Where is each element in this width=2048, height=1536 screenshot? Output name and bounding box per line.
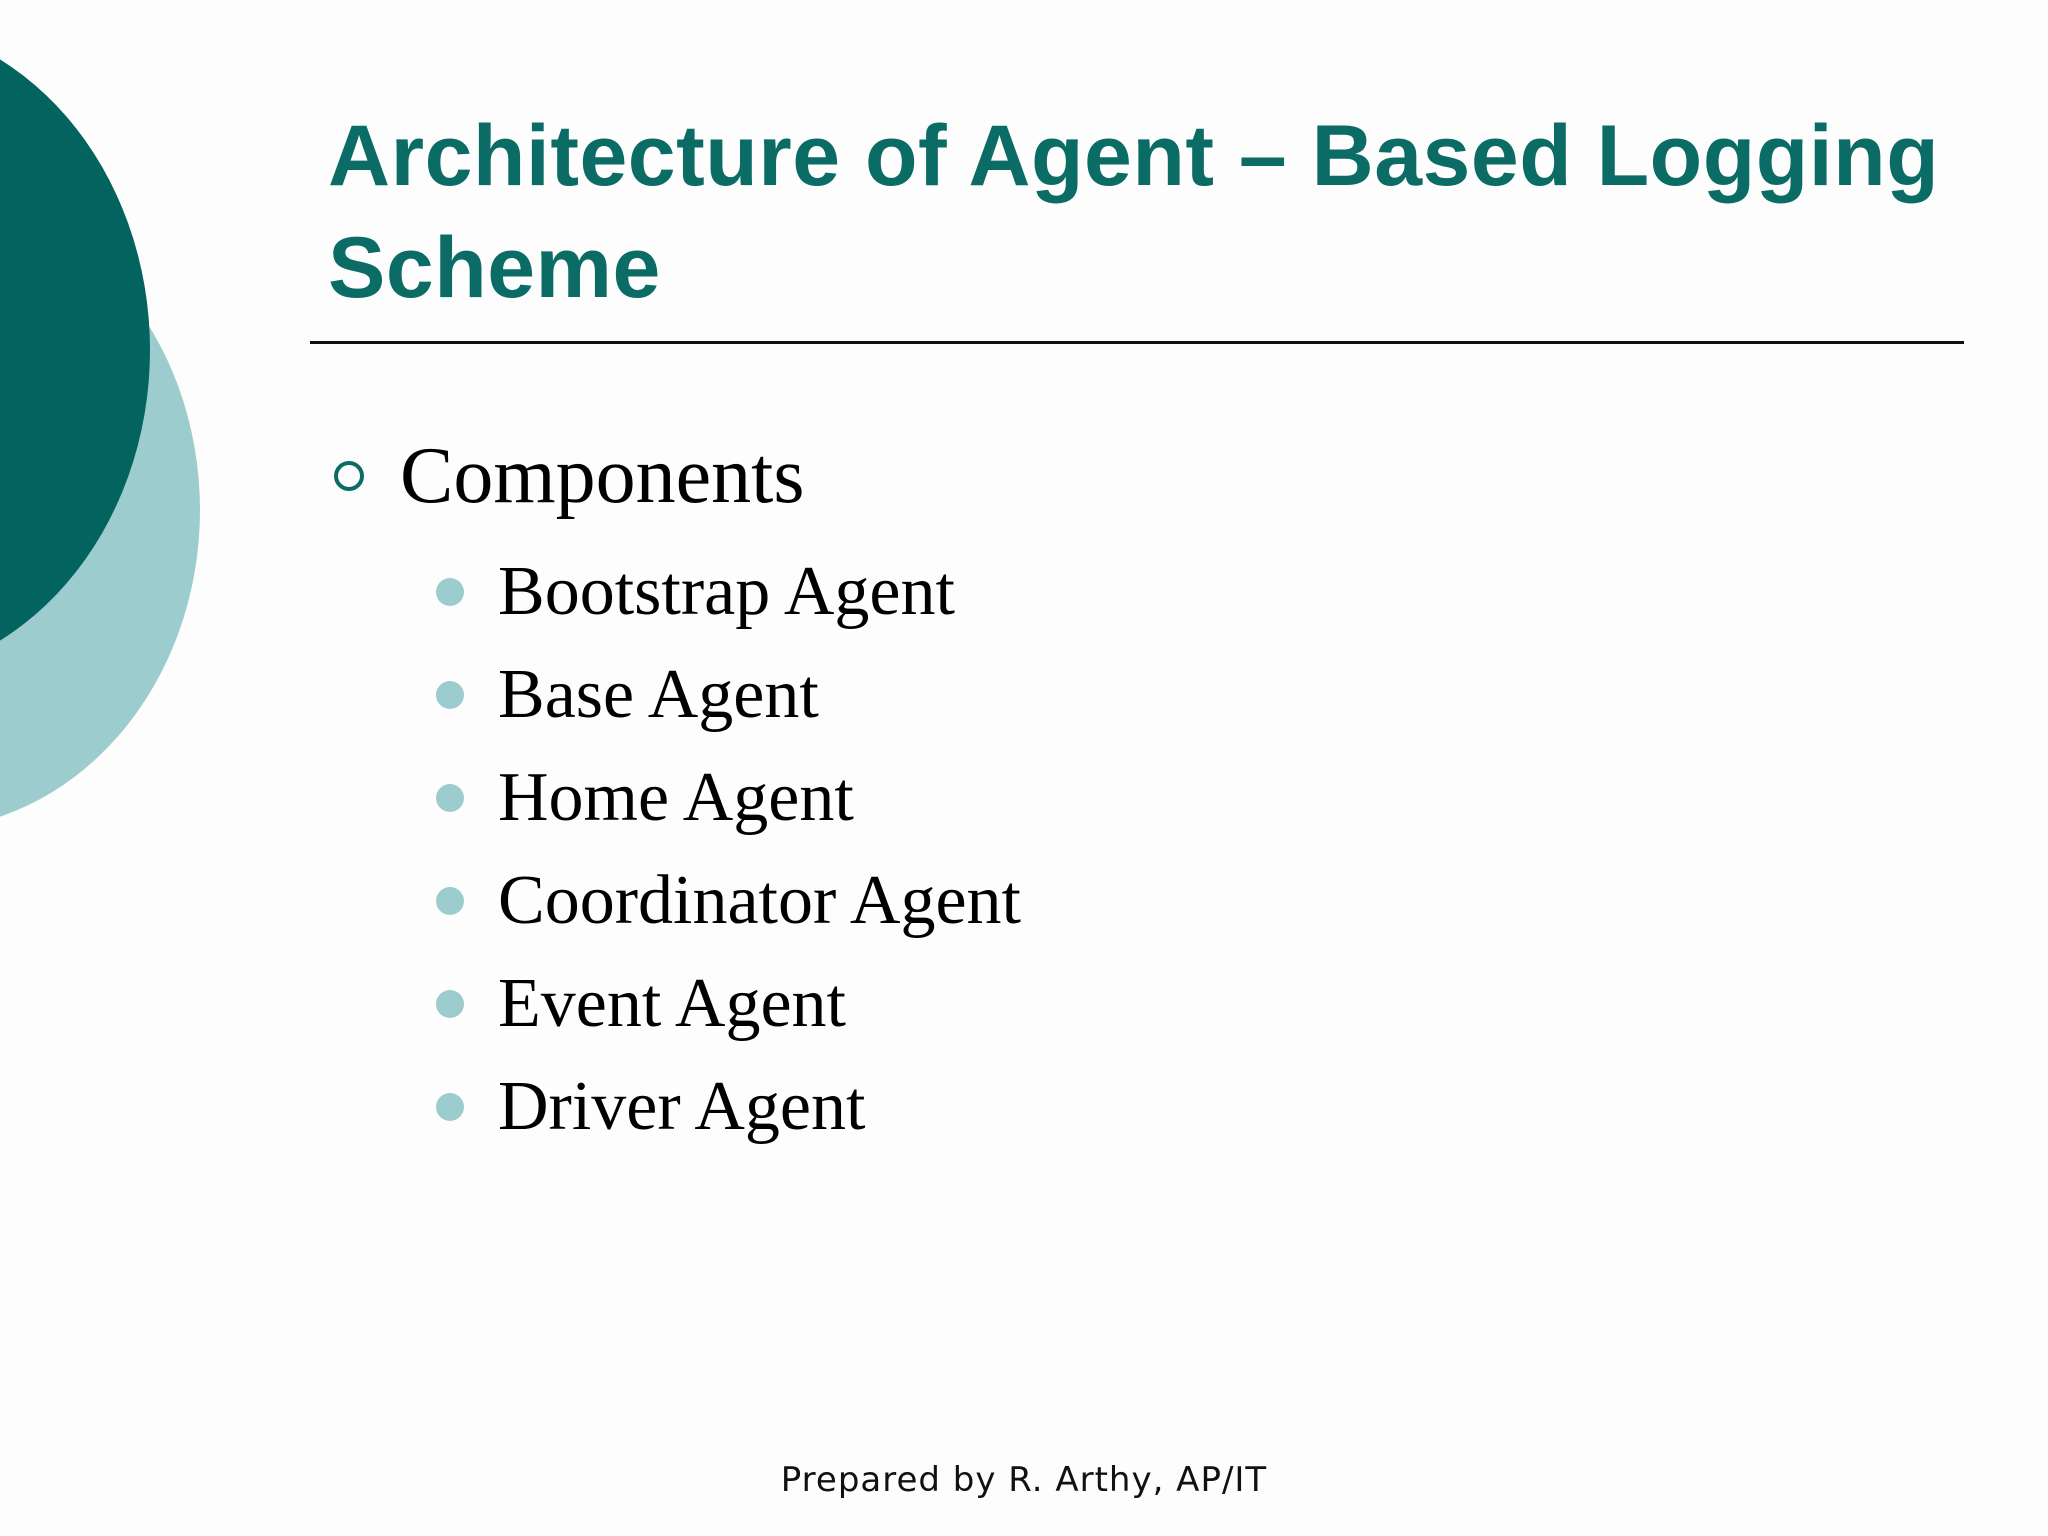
filled-circle-icon [436,1093,464,1121]
list-item [436,746,1021,849]
slide-title: Architecture of Agent – Based Logging Scheme [328,108,1940,316]
slide-footer: Prepared by R. Arthy, AP/IT [780,1460,1268,1500]
bullet-label: Components [400,432,805,520]
title-divider [310,341,1964,344]
list-item-label: Home Agent [498,758,854,836]
hollow-circle-icon [334,461,364,491]
list-item [436,1055,1021,1158]
bullet-components [334,426,804,526]
list-item-label: Coordinator Agent [498,861,1021,939]
filled-circle-icon [436,681,464,709]
list-item-label: Driver Agent [498,1067,866,1145]
filled-circle-icon [436,784,464,812]
list-item [436,952,1021,1055]
filled-circle-icon [436,887,464,915]
list-item-label: Base Agent [498,655,819,733]
list-item [436,643,1021,746]
list-item [436,540,1021,643]
component-list [436,540,1021,1158]
list-item [436,849,1021,952]
filled-circle-icon [436,990,464,1018]
list-item-label: Event Agent [498,964,846,1042]
list-item-label: Bootstrap Agent [498,552,955,630]
filled-circle-icon [436,578,464,606]
